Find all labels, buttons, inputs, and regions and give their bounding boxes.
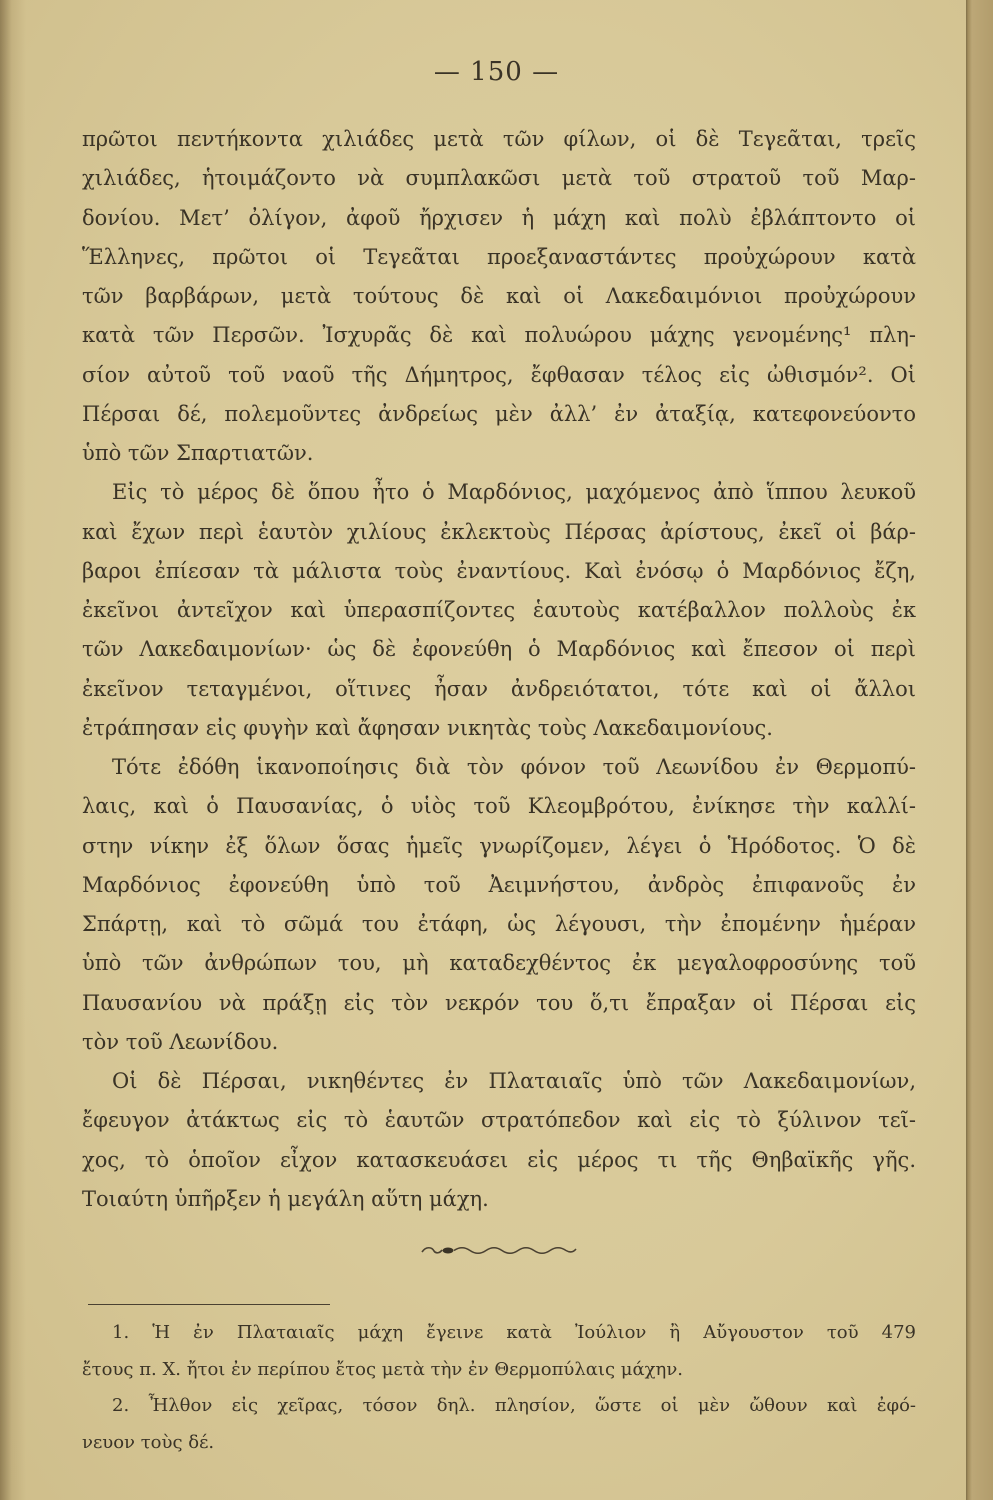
text-line: Τοιαύτη ὑπῆρξεν ἡ μεγάλη αὕτη μάχη. [82,1186,489,1211]
text-line: ἐτράπησαν εἰς φυγὴν καὶ ἄφησαν νικητὰς τοὺς Λακεδαιμονίους. [82,715,773,740]
paragraph [82,473,916,748]
footnote [82,1315,916,1388]
footnote-line: 2. Ἦλθον εἰς χεῖρας, τόσον δηλ. πλησίον, ὥστε οἱ μὲν ὤθουν καὶ ἐφό- [112,1395,916,1417]
text-line: κατὰ τῶν Περσῶν. Ἰσχυρᾶς δὲ καὶ πολυώρου μάχης γενομένης¹ πλη- [82,323,916,348]
text-line: Τότε ἐδόθη ἱκανοποίησις διὰ τὸν φόνον τοῦ Λεωνίδου ἐν Θερμοπύ- [112,755,916,779]
text-line: στην νίκην ἐξ ὅλων ὅσας ἡμεῖς γνωρίζομεν, λέγει ὁ Ἡρόδοτος. Ὁ δὲ [82,833,916,858]
text-line: λαις, καὶ ὁ Παυσανίας, ὁ υἱὸς τοῦ Κλεομβρότου, ἐνίκησε τὴν καλλί- [82,794,916,819]
page-binding-shadow [0,0,26,1500]
page-number: — 150 — [433,57,560,87]
paragraph [82,120,916,473]
text-line: ἔφευγον ἀτάκτως εἰς τὸ ἑαυτῶν στρατόπεδον καὶ εἰς τὸ ξύλινον τεῖ- [82,1108,916,1133]
text-line: τῶν Λακεδαιμονίων· ὡς δὲ ἐφονεύθη ὁ Μαρδόνιος καὶ ἔπεσον οἱ περὶ [82,637,916,662]
text-line: χιλιάδες, ἡτοιμάζοντο νὰ συμπλακῶσι μετὰ τοῦ στρατοῦ τοῦ Μαρ- [82,166,916,191]
footnote-line: 1. Ἡ ἐν Πλαταιαῖς μάχη ἔγεινε κατὰ Ἰούλιον ἢ Αὔγουστον τοῦ 479 [112,1322,916,1343]
text-line: Ἕλληνες, πρῶτοι οἱ Τεγεᾶται προεξαναστάντες προὐχώρουν κατὰ [82,244,916,269]
footnotes [82,1315,916,1462]
text-line: τὸν τοῦ Λεωνίδου. [82,1029,279,1054]
text-line: ὑπὸ τῶν Σπαρτιατῶν. [82,441,314,465]
text-line: ἐκεῖνοι ἀντεῖχον καὶ ὑπερασπίζοντες ἑαυτοὺς κατέβαλλον πολλοὺς ἐκ [82,598,916,622]
paragraph [82,748,916,1062]
text-line: βαροι ἐπίεσαν τὰ μάλιστα τοὺς ἐναντίους. Καὶ ἐνόσῳ ὁ Μαρδόνιος ἔζη, [82,558,916,583]
text-line: πρῶτοι πεντήκοντα χιλιάδες μετὰ τῶν φίλων, οἱ δὲ Τεγεᾶται, τρεῖς [82,127,916,151]
text-line: καὶ ἔχων περὶ ἑαυτὸν χιλίους ἐκλεκτοὺς Πέρσας ἀρίστους, ἐκεῖ οἱ βάρ- [82,519,916,544]
footnote-line: νευον τοὺς δέ. [82,1432,215,1454]
page-edge [966,0,993,1500]
text-line: τῶν βαρβάρων, μετὰ τούτους δὲ καὶ οἱ Λακεδαιμόνιοι προὐχώρουν [82,284,916,308]
text-line: σίον αὐτοῦ τοῦ ναοῦ τῆς Δήμητρος, ἔφθασαν τέλος εἰς ὠθισμόν². Οἱ [82,362,916,387]
text-line: χος, τὸ ὁποῖον εἶχον κατασκευάσει εἰς μέρος τι τῆς Θηβαϊκῆς γῆς. [82,1147,916,1172]
text-line: Παυσανίου νὰ πράξῃ εἰς τὸν νεκρόν του ὅ,τι ἔπραξαν οἱ Πέρσαι εἰς [82,990,916,1015]
text-line: δονίου. Μετ’ ὀλίγον, ἀφοῦ ἤρχισεν ἡ μάχη καὶ πολὺ ἐβλάπτοντο οἱ [82,205,916,230]
footnote-rule [88,1304,330,1305]
footnote [82,1388,916,1461]
paragraph [82,1062,916,1219]
footnote-line: ἔτους π. Χ. ἤτοι ἐν περίπου ἔτος μετὰ τὴν ἐν Θερμοπύλαις μάχην. [82,1358,683,1380]
text-line: ἐκεῖνον τεταγμένοι, οἵτινες ἦσαν ἀνδρειότατοι, τότε καὶ οἱ ἄλλοι [82,676,916,701]
flourish-ornament-icon [420,1238,580,1262]
text-line: Πέρσαι δέ, πολεμοῦντες ἀνδρείως μὲν ἀλλ’ ἐν ἀταξίᾳ, κατεφονεύοντο [82,401,916,426]
text-line: Μαρδόνιος ἐφονεύθη ὑπὸ τοῦ Ἀειμνήστου, ἀνδρὸς ἐπιφανοῦς ἐν [82,872,916,897]
main-text [82,120,916,1219]
text-line: Εἰς τὸ μέρος δὲ ὅπου ἦτο ὁ Μαρδόνιος, μαχόμενος ἀπὸ ἵππου λευκοῦ [112,480,916,505]
text-line: Οἱ δὲ Πέρσαι, νικηθέντες ἐν Πλαταιαῖς ὑπὸ τῶν Λακεδαιμονίων, [112,1069,916,1093]
text-line: ὑπὸ τῶν ἀνθρώπων του, μὴ καταδεχθέντος ἐκ μεγαλοφροσύνης τοῦ [82,951,916,976]
text-line: Σπάρτῃ, καὶ τὸ σῶμά του ἐτάφη, ὡς λέγουσι, τὴν ἐπομένην ἡμέραν [82,912,916,936]
